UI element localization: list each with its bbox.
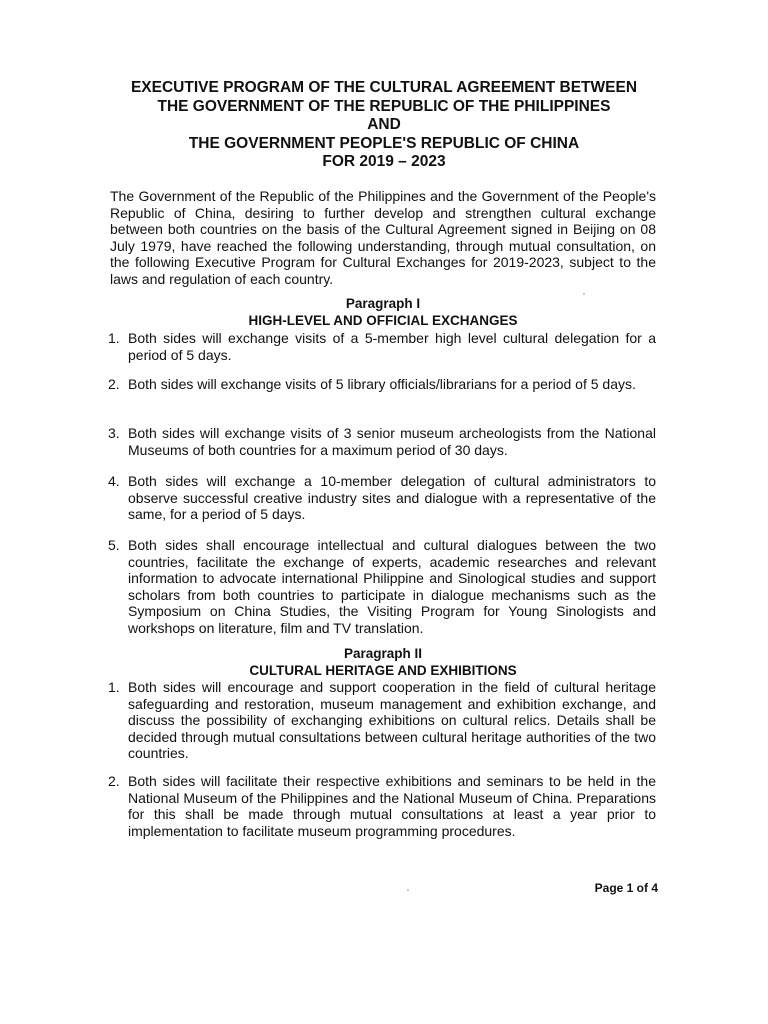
- title-line-4: THE GOVERNMENT PEOPLE'S REPUBLIC OF CHINA: [188, 134, 580, 152]
- section-2-heading: [110, 646, 656, 679]
- title-line-5: FOR 2019 – 2023: [322, 153, 446, 170]
- title-line-1: EXECUTIVE PROGRAM OF THE CULTURAL AGREEMENT BETWEEN: [130, 79, 638, 96]
- list-item: [108, 473, 656, 523]
- section-1-paragraph-label: Paragraph I: [345, 296, 421, 311]
- item-text: Both sides shall encourage intellectual and cultural dialogues between the two countries, facilitate the exchange of experts, academic researches and relevant information to advocate international Philippine and Sinological studies and support scholars from both countries to participate in dialogue mechanisms such as the Symposium on China Studies, the Visiting Program for Young Sinologists and workshops on literature, film and TV translation.: [128, 537, 656, 636]
- item-text: Both sides will exchange visits of 3 senior museum archeologists from the National Museums of both countries for a maximum period of 30 days.: [128, 425, 656, 458]
- list-item: [108, 773, 656, 839]
- item-text: Both sides will exchange visits of a 5-member high level cultural delegation for a period of 5 days.: [128, 330, 656, 363]
- intro-paragraph: The Government of the Republic of the Philippines and the Government of the People's Republic of China, desiring to further develop and strengthen cultural exchange between both countries on the basis of the Cultural Agreement signed in Beijing on 08 July 1979, have reached the following understanding, through mutual consultation, on the following Executive Program for Cultural Exchanges for 2019-2023, subject to the laws and regulation of each country.: [110, 188, 656, 287]
- item-number: 1.: [108, 330, 120, 346]
- item-number: 3.: [108, 425, 120, 441]
- item-text: Both sides will encourage and support cooperation in the field of cultural heritage safeguarding and restoration, museum management and exhibition exchange, and discuss the possibility of exchanging exhibitions on cultural relics. Details shall be decided through mutual consultations between cultural heritage authorities of the two countries.: [128, 679, 656, 762]
- item-number: 5.: [108, 537, 120, 553]
- item-text: Both sides will exchange a 10-member delegation of cultural administrators to observe successful creative industry sites and dialogue with a representative of the same, for a period of 5 days.: [128, 473, 656, 523]
- item-number: 4.: [108, 473, 120, 489]
- list-item: [108, 376, 656, 393]
- section-1-title: HIGH-LEVEL AND OFFICIAL EXCHANGES: [248, 312, 518, 328]
- list-item: [108, 537, 656, 637]
- item-number: 2.: [108, 376, 120, 392]
- title-line-3: AND: [367, 116, 401, 133]
- scan-speck: [407, 889, 409, 891]
- item-text: Both sides will facilitate their respective exhibitions and seminars to be held in the National Museum of the Philippines and the National Museum of China. Preparations for this shall be made through mutual consultations at least a year prior to implementation to facilitate museum programming procedures.: [128, 773, 656, 839]
- document-title: [80, 79, 688, 172]
- list-item: [108, 425, 656, 458]
- item-number: 1.: [108, 679, 120, 695]
- scan-speck: [583, 293, 585, 295]
- title-line-2: THE GOVERNMENT OF THE REPUBLIC OF THE PHILIPPINES: [157, 97, 611, 115]
- section-1-heading: [110, 296, 656, 329]
- list-item: [108, 330, 656, 363]
- list-item: [108, 679, 656, 762]
- page-number: Page 1 of 4: [594, 881, 658, 895]
- item-number: 2.: [108, 773, 120, 789]
- section-2-paragraph-label: Paragraph II: [343, 646, 423, 661]
- section-2-title: CULTURAL HERITAGE AND EXHIBITIONS: [249, 662, 517, 678]
- item-text: Both sides will exchange visits of 5 library officials/librarians for a period of 5 days.: [128, 376, 636, 392]
